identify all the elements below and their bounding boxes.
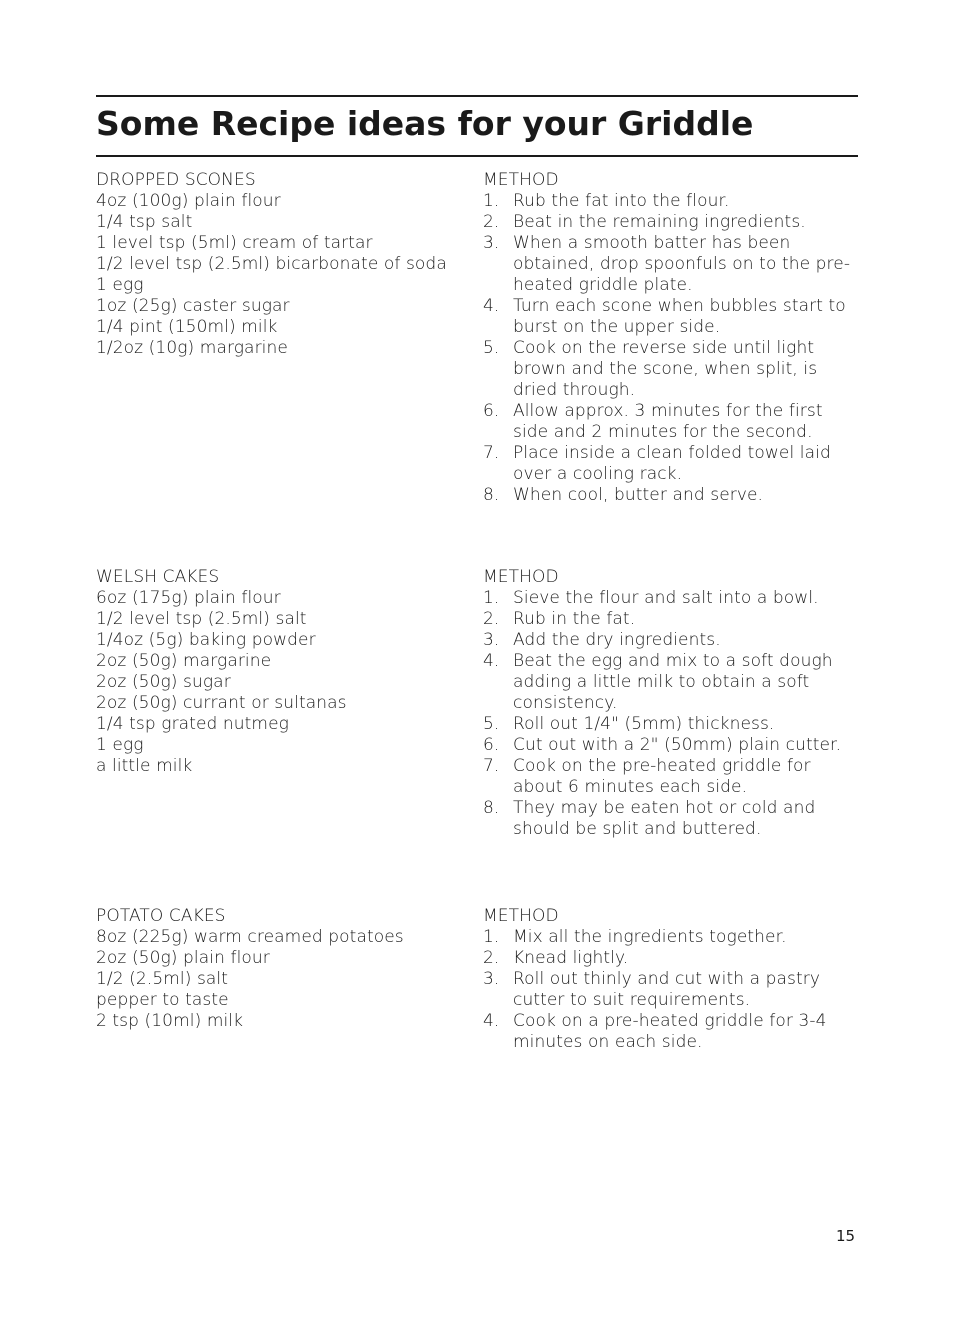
step-text: When cool, butter and serve. — [513, 485, 764, 505]
step-text: Rub in the fat. — [513, 609, 636, 629]
step-number: 2. — [483, 212, 500, 232]
ingredient: 1/4 pint (150ml) milk — [96, 317, 278, 337]
recipe-name: WELSH CAKES — [96, 567, 220, 587]
method-step — [483, 401, 863, 443]
step-text: Rub the fat into the flour. — [513, 191, 730, 211]
ingredient: 1 egg — [96, 735, 144, 755]
step-text: Turn each scone when bubbles start to burst on the upper side. — [513, 296, 846, 337]
method-section — [483, 906, 863, 1053]
method-step — [483, 191, 863, 212]
step-number: 1. — [483, 927, 500, 947]
method-step — [483, 338, 863, 401]
method-heading: METHOD — [483, 567, 559, 587]
method-step — [483, 714, 863, 735]
step-text: Cook on the reverse side until light brown and the scone, when split, is dried through. — [513, 338, 818, 400]
method-step — [483, 443, 863, 485]
step-number: 2. — [483, 609, 500, 629]
recipe-name: POTATO CAKES — [96, 906, 226, 926]
ingredient: 6oz (175g) plain flour — [96, 588, 281, 608]
step-text: Add the dry ingredients. — [513, 630, 721, 650]
method-step — [483, 948, 863, 969]
ingredient: 8oz (225g) warm creamed potatoes — [96, 927, 404, 947]
step-number: 7. — [483, 443, 500, 463]
ingredient: 4oz (100g) plain flour — [96, 191, 281, 211]
step-text: Knead lightly. — [513, 948, 629, 968]
method-step — [483, 609, 863, 630]
step-text: Mix all the ingredients together. — [513, 927, 787, 947]
ingredient: 1/4 tsp grated nutmeg — [96, 714, 289, 734]
method-step — [483, 233, 863, 296]
ingredient: 2oz (50g) currant or sultanas — [96, 693, 347, 713]
step-number: 4. — [483, 651, 500, 671]
step-number: 2. — [483, 948, 500, 968]
step-number: 4. — [483, 1011, 500, 1031]
method-step — [483, 1011, 863, 1053]
method-section — [483, 567, 863, 840]
step-text: Cut out with a 2" (50mm) plain cutter. — [513, 735, 842, 755]
step-number: 1. — [483, 588, 500, 608]
recipe-name: DROPPED SCONES — [96, 170, 256, 190]
method-section — [483, 170, 863, 506]
ingredient: 1/4oz (5g) baking powder — [96, 630, 316, 650]
ingredient: 1oz (25g) caster sugar — [96, 296, 290, 316]
step-text: Place inside a clean folded towel laid over a cooling rack. — [513, 443, 831, 484]
step-text: Sieve the flour and salt into a bowl. — [513, 588, 819, 608]
step-number: 6. — [483, 401, 500, 421]
page-number: 15 — [836, 1227, 856, 1245]
ingredient: 2oz (50g) sugar — [96, 672, 231, 692]
method-step — [483, 296, 863, 338]
method-steps — [483, 588, 863, 840]
ingredient: 2oz (50g) margarine — [96, 651, 272, 671]
ingredient: pepper to taste — [96, 990, 229, 1010]
ingredient: 1/2 (2.5ml) salt — [96, 969, 229, 989]
method-step — [483, 630, 863, 651]
ingredient: 1/4 tsp salt — [96, 212, 193, 232]
method-steps — [483, 927, 863, 1053]
step-number: 6. — [483, 735, 500, 755]
ingredients-list — [96, 906, 481, 1032]
ingredient: 2 tsp (10ml) milk — [96, 1011, 244, 1031]
title-top-rule — [96, 95, 858, 97]
ingredient: 1 level tsp (5ml) cream of tartar — [96, 233, 373, 253]
ingredient: 1/2oz (10g) margarine — [96, 338, 288, 358]
method-step — [483, 485, 863, 506]
step-text: They may be eaten hot or cold and should be split and buttered. — [513, 798, 816, 839]
step-text: Cook on the pre-heated griddle for about 6 minutes each side. — [513, 756, 811, 797]
ingredient: 1/2 level tsp (2.5ml) salt — [96, 609, 307, 629]
method-step — [483, 735, 863, 756]
ingredients-list — [96, 567, 481, 777]
title-bottom-rule — [96, 155, 858, 157]
page-title: Some Recipe ideas for your Griddle — [96, 104, 754, 143]
ingredient: 1/2 level tsp (2.5ml) bicarbonate of soda — [96, 254, 447, 274]
step-text: Cook on a pre-heated griddle for 3-4 minutes on each side. — [513, 1011, 827, 1052]
step-text: Beat the egg and mix to a soft dough adding a little milk to obtain a soft consistency. — [513, 651, 833, 713]
ingredient: 1 egg — [96, 275, 144, 295]
step-number: 4. — [483, 296, 500, 316]
method-heading: METHOD — [483, 170, 559, 190]
step-number: 1. — [483, 191, 500, 211]
method-step — [483, 756, 863, 798]
step-number: 7. — [483, 756, 500, 776]
step-number: 3. — [483, 630, 500, 650]
method-step — [483, 212, 863, 233]
method-steps — [483, 191, 863, 506]
step-number: 5. — [483, 338, 500, 358]
method-heading: METHOD — [483, 906, 559, 926]
ingredient: 2oz (50g) plain flour — [96, 948, 270, 968]
step-text: When a smooth batter has been obtained, drop spoonfuls on to the pre-heated griddle plate. — [513, 233, 851, 295]
method-step — [483, 651, 863, 714]
method-step — [483, 927, 863, 948]
step-text: Allow approx. 3 minutes for the first side and 2 minutes for the second. — [513, 401, 823, 442]
ingredients-list — [96, 170, 481, 359]
method-step — [483, 798, 863, 840]
step-text: Roll out thinly and cut with a pastry cutter to suit requirements. — [513, 969, 821, 1010]
ingredient: a little milk — [96, 756, 193, 776]
step-number: 3. — [483, 969, 500, 989]
step-number: 5. — [483, 714, 500, 734]
step-number: 3. — [483, 233, 500, 253]
step-number: 8. — [483, 485, 500, 505]
step-text: Beat in the remaining ingredients. — [513, 212, 806, 232]
step-text: Roll out 1/4" (5mm) thickness. — [513, 714, 775, 734]
step-number: 8. — [483, 798, 500, 818]
method-step — [483, 969, 863, 1011]
method-step — [483, 588, 863, 609]
